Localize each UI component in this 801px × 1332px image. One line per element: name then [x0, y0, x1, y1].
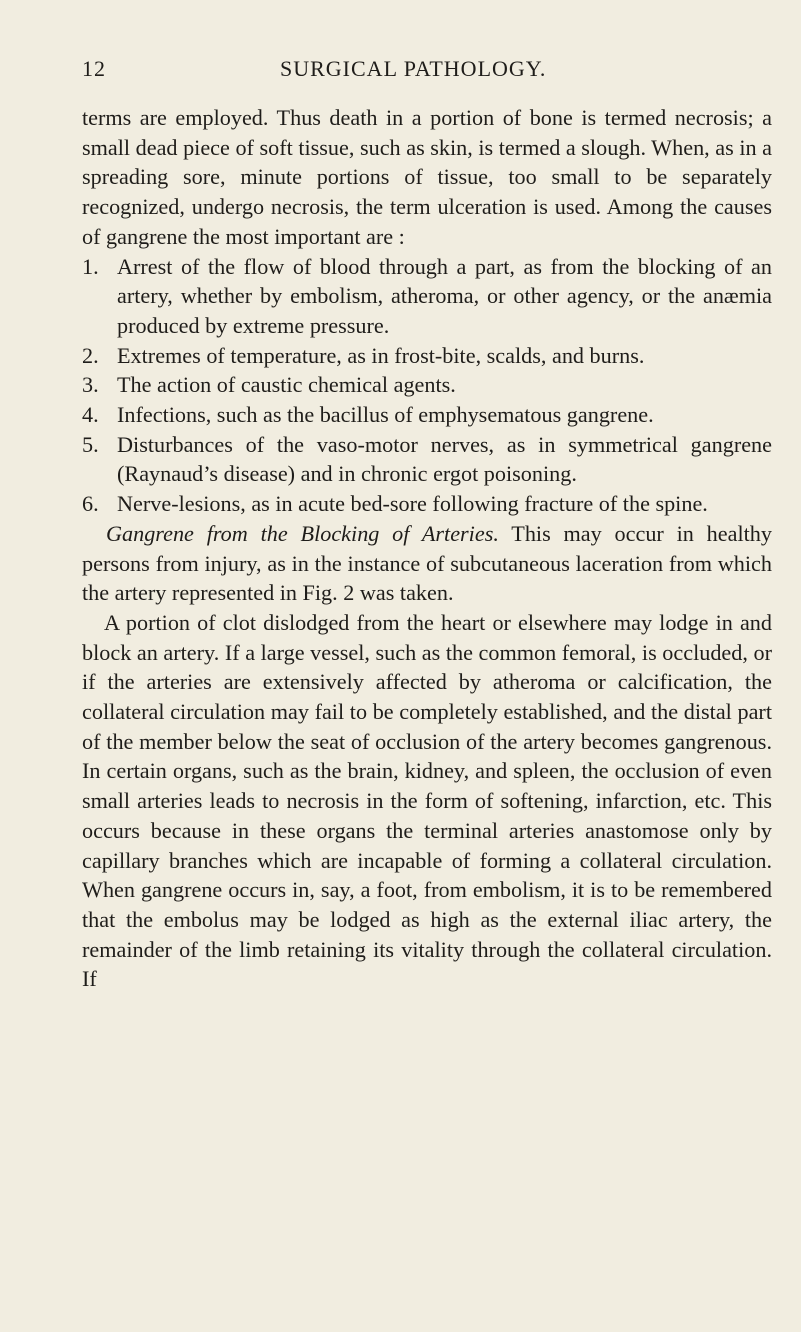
cause-number: 3. [82, 372, 99, 398]
section-heading: Gangrene from the Blocking of Arteries. [106, 520, 499, 546]
cause-text: Infections, such as the bacillus of emphysematous gangrene. [117, 402, 654, 428]
embolism-paragraph: A portion of clot dislodged from the heart or elsewhere may lodge in and block an artery. If a large vessel, such as the common femoral, is occluded, or if the arteries are extensively affected by atheroma or calcification, the collateral circulation may fail to be completely established, and the distal part of the member below the seat of occlusion of the artery becomes gangrenous. In certain organs, such as the brain, kidney, and spleen, the occlusion of even small arteries leads to necrosis in the form of softening, infarction, etc. This occurs because in these organs the terminal arteries anastomose only by capillary branches which are incapable of forming a collateral circulation. When gangrene occurs in, say, a foot, from embolism, it is to be remembered that the embolus may be lodged as high as the external iliac artery, the remainder of the limb retaining its vitality through the collateral circulation. If [82, 609, 772, 992]
cause-text: Extremes of temperature, as in frost-bite, scalds, and burns. [117, 342, 645, 368]
cause-text: Nerve-lesions, as in acute bed-sore following fracture of the spine. [117, 491, 708, 517]
cause-item-5 [82, 430, 772, 489]
running-head [82, 56, 765, 84]
cause-item-4 [82, 400, 772, 430]
intro-paragraph: terms are employed. Thus death in a portion of bone is termed necrosis; a small dead piece of soft tissue, such as skin, is termed a slough. When, as in a spreading sore, minute portions of tissue, too small to be separately recognized, undergo necrosis, the term ulceration is used. Among the causes of gangrene the most important are : [82, 105, 772, 249]
cause-number: 4. [82, 402, 99, 428]
cause-number: 6. [82, 491, 99, 517]
section-lead: This may occur in healthy persons from injury, as in the instance of subcutaneous laceration from which the artery represented in Fig. 2 was taken. [82, 520, 772, 606]
section-paragraph [82, 519, 772, 608]
cause-number: 1. [82, 253, 99, 279]
causes-list [82, 252, 772, 519]
running-title: SURGICAL PATHOLOGY. [280, 56, 547, 81]
cause-item-6 [82, 489, 772, 519]
cause-item-1 [82, 252, 772, 341]
page-number: 12 [82, 56, 106, 81]
cause-item-2 [82, 341, 772, 371]
cause-number: 2. [82, 342, 99, 368]
body-text [82, 103, 772, 994]
cause-text: Arrest of the flow of blood through a part, as from the blocking of an artery, whether by embolism, atheroma, or other agency, or the anæmia produced by extreme pressure. [117, 253, 772, 338]
cause-text: The action of caustic chemical agents. [117, 372, 456, 398]
cause-number: 5. [82, 431, 99, 457]
cause-item-3 [82, 370, 772, 400]
cause-text: Disturbances of the vaso-motor nerves, as in symmetrical gangrene (Raynaud’s disease) and in chronic ergot poisoning. [117, 431, 772, 487]
